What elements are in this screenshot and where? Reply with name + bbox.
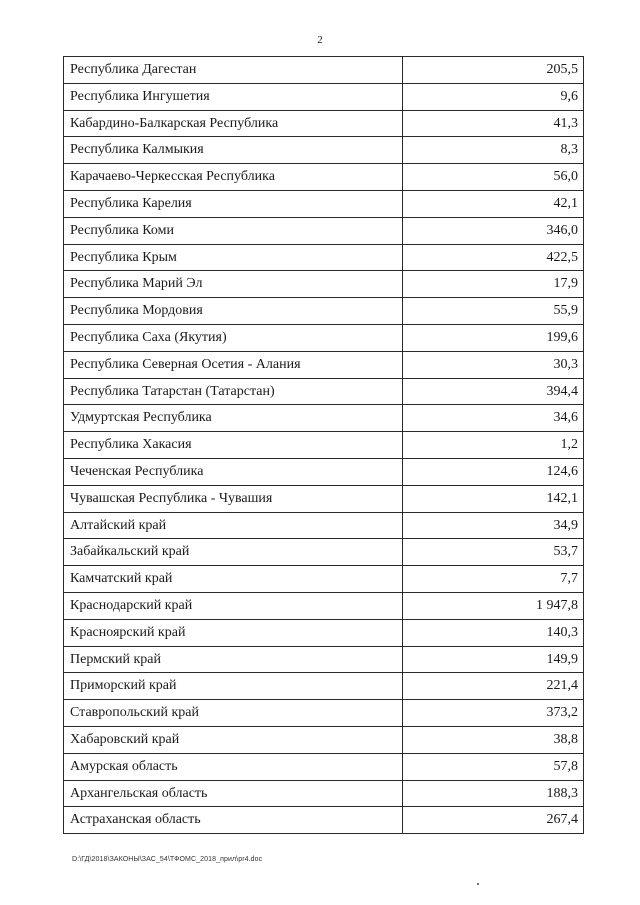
table-row [64,700,583,727]
table-row [64,459,583,486]
scan-speck [477,883,479,885]
region-name: Краснодарский край [64,593,403,619]
region-name: Республика Хакасия [64,432,403,458]
region-value: 42,1 [553,195,578,211]
region-value: 55,9 [553,303,578,319]
region-value: 53,7 [553,544,578,560]
region-name: Астраханская область [64,807,403,833]
region-value: 34,9 [553,517,578,533]
table-row [64,513,583,540]
region-name: Республика Ингушетия [64,84,403,110]
region-value: 30,3 [553,356,578,372]
table-row [64,57,583,84]
region-value: 57,8 [553,758,578,774]
table-row [64,405,583,432]
region-name: Республика Марий Эл [64,271,403,297]
region-name: Забайкальский край [64,539,403,565]
table-row [64,245,583,272]
table-row [64,111,583,138]
region-name: Амурская область [64,754,403,780]
region-name: Республика Крым [64,245,403,271]
region-value: 199,6 [546,329,578,345]
table-row [64,539,583,566]
table-row [64,647,583,674]
table-row [64,137,583,164]
region-value: 221,4 [546,678,578,694]
region-value: 17,9 [553,276,578,292]
region-name: Кабардино-Балкарская Республика [64,111,403,137]
region-value: 1 947,8 [536,597,578,613]
region-name: Пермский край [64,647,403,673]
region-value: 205,5 [546,62,578,77]
region-name: Республика Карелия [64,191,403,217]
region-name: Республика Татарстан (Татарстан) [64,379,403,405]
region-value: 140,3 [546,624,578,640]
regions-table [63,56,584,834]
table-row [64,164,583,191]
region-name: Ставропольский край [64,700,403,726]
region-value: 422,5 [546,249,578,265]
region-value: 34,6 [553,410,578,426]
region-value: 149,9 [546,651,578,667]
footer-file-path: D:\ГД\2018\ЗАКОНЫ\ЗАС_54\ТФОМС_2018_прил\pr4.doc [72,856,263,863]
region-value: 267,4 [546,812,578,828]
region-name: Удмуртская Республика [64,405,403,431]
region-name: Республика Мордовия [64,298,403,324]
table-row [64,298,583,325]
region-name: Приморский край [64,673,403,699]
table-row [64,379,583,406]
table-row [64,84,583,111]
table-row [64,727,583,754]
table-row [64,486,583,513]
region-name: Республика Саха (Якутия) [64,325,403,351]
table-row [64,620,583,647]
region-name: Чеченская Республика [64,459,403,485]
region-value: 7,7 [560,571,578,587]
table-row [64,218,583,245]
table-row [64,271,583,298]
region-name: Алтайский край [64,513,403,539]
region-name: Камчатский край [64,566,403,592]
region-value: 394,4 [546,383,578,399]
region-name: Республика Коми [64,218,403,244]
region-value: 1,2 [560,437,578,453]
region-name: Хабаровский край [64,727,403,753]
table-row [64,673,583,700]
table-row [64,566,583,593]
region-value: 346,0 [546,222,578,238]
region-value: 8,3 [560,142,578,158]
region-value: 38,8 [553,731,578,747]
region-name: Чувашская Республика - Чувашия [64,486,403,512]
region-value: 41,3 [553,115,578,131]
table-row [64,754,583,781]
region-value: 188,3 [546,785,578,801]
region-value: 124,6 [546,463,578,479]
table-row [64,593,583,620]
region-value: 56,0 [553,169,578,185]
table-row [64,807,583,834]
page-number: 2 [317,34,323,46]
region-name: Красноярский край [64,620,403,646]
region-name: Республика Калмыкия [64,137,403,163]
table-row [64,352,583,379]
table-row [64,432,583,459]
region-value: 9,6 [560,88,578,104]
region-value: 373,2 [546,705,578,721]
region-name: Республика Дагестан [64,57,403,83]
region-name: Архангельская область [64,781,403,807]
region-name: Республика Северная Осетия - Алания [64,352,403,378]
table-row [64,781,583,808]
region-value: 142,1 [546,490,578,506]
region-name: Карачаево-Черкесская Республика [64,164,403,190]
table-row [64,325,583,352]
table-row [64,191,583,218]
